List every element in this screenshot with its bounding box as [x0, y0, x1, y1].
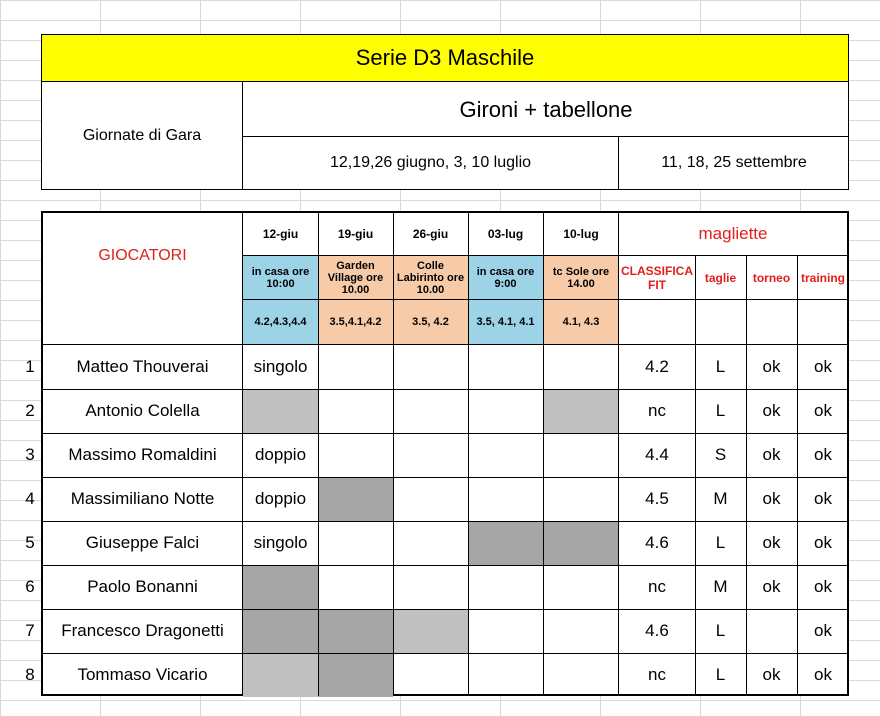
game-cell[interactable] — [468, 345, 543, 389]
levels-cell[interactable]: 4.1, 4.3 — [543, 300, 619, 344]
training-shirt[interactable]: ok — [814, 357, 832, 376]
grid-line — [393, 211, 394, 696]
shirt-size[interactable]: L — [715, 401, 726, 420]
player-name[interactable]: Matteo Thouverai — [76, 357, 209, 376]
venue-cell[interactable]: in casa ore 10:00 — [243, 256, 318, 299]
game-cell[interactable] — [318, 433, 393, 477]
game-cell[interactable] — [393, 389, 468, 433]
bracket-dates[interactable]: 11, 18, 25 settembre — [661, 154, 807, 171]
game-cell[interactable]: doppio — [254, 489, 307, 508]
training-shirt[interactable]: ok — [814, 489, 832, 508]
row-number: 6 — [25, 577, 35, 596]
player-name[interactable]: Tommaso Vicario — [77, 665, 208, 684]
shirt-size[interactable]: M — [713, 577, 728, 596]
shirt-size[interactable]: L — [715, 665, 726, 684]
date-header[interactable]: 19-giu — [337, 227, 374, 241]
levels-cell[interactable]: 3.5, 4.1, 4.1 — [468, 300, 543, 344]
shirt-size[interactable]: L — [715, 533, 726, 552]
torneo-shirt[interactable]: ok — [762, 401, 781, 420]
grid-line — [41, 344, 849, 345]
game-cell[interactable] — [318, 565, 393, 609]
game-cell[interactable] — [393, 609, 468, 653]
game-cell[interactable] — [393, 477, 468, 521]
game-cell[interactable] — [468, 477, 543, 521]
game-cell[interactable] — [318, 521, 393, 565]
venue-cell[interactable]: Colle Labirinto ore 10.00 — [393, 256, 468, 299]
row-number: 5 — [25, 533, 35, 552]
game-cell[interactable] — [468, 521, 543, 565]
grid-line — [41, 565, 849, 566]
game-cell[interactable] — [393, 345, 468, 389]
date-header[interactable]: 26-giu — [412, 227, 449, 241]
grid-line — [242, 255, 849, 256]
grid-line — [41, 609, 849, 610]
grid-line — [746, 255, 747, 696]
torneo-shirt[interactable]: ok — [762, 489, 781, 508]
grid-line — [41, 521, 849, 522]
training-shirt[interactable]: ok — [814, 621, 832, 640]
grid-line — [543, 211, 544, 696]
game-cell[interactable]: singolo — [253, 533, 308, 552]
group-stage-dates[interactable]: 12,19,26 giugno, 3, 10 luglio — [329, 154, 532, 171]
row-number: 3 — [25, 445, 35, 464]
player-name[interactable]: Antonio Colella — [85, 401, 200, 420]
fit-ranking[interactable]: nc — [648, 401, 666, 420]
row-number: 1 — [25, 357, 35, 376]
shirt-subheader[interactable]: taglie — [704, 270, 737, 285]
fit-ranking[interactable]: 4.2 — [645, 357, 669, 376]
row-number: 4 — [25, 489, 35, 508]
levels-cell[interactable]: 3.5, 4.2 — [393, 300, 468, 344]
grid-line — [618, 211, 619, 696]
grid-line — [41, 433, 849, 434]
grid-line — [41, 477, 849, 478]
player-name[interactable]: Paolo Bonanni — [87, 577, 198, 596]
shirts-header[interactable]: magliette — [698, 224, 768, 243]
row-number: 7 — [25, 621, 35, 640]
levels-cell[interactable]: 4.2,4.3,4.4 — [243, 300, 318, 344]
game-cell[interactable] — [543, 521, 619, 565]
fit-ranking[interactable]: 4.6 — [645, 533, 669, 552]
game-cell[interactable] — [393, 653, 468, 697]
game-cell[interactable] — [543, 345, 619, 389]
grid-line — [695, 255, 696, 696]
shirt-size[interactable]: L — [715, 357, 726, 376]
game-cell[interactable] — [393, 433, 468, 477]
shirt-subheader[interactable]: CLASSIFICA FIT — [621, 263, 693, 292]
player-name[interactable]: Massimo Romaldini — [68, 445, 217, 464]
row-number: 8 — [25, 665, 35, 684]
players-header[interactable]: GIOCATORI — [98, 247, 187, 264]
game-cell[interactable] — [468, 433, 543, 477]
game-cell[interactable] — [318, 609, 393, 653]
grid-line — [242, 211, 243, 696]
grid-line — [242, 299, 849, 300]
phase-label[interactable]: Gironi + tabellone — [459, 96, 633, 122]
shirt-size[interactable]: L — [715, 621, 726, 640]
player-name[interactable]: Massimiliano Notte — [70, 489, 215, 508]
game-cell[interactable] — [468, 565, 543, 609]
sheet-title[interactable]: Serie D3 Maschile — [41, 34, 849, 82]
game-cell[interactable] — [543, 653, 619, 697]
game-cell[interactable] — [243, 653, 318, 697]
shirt-subheader[interactable]: training — [801, 270, 845, 285]
torneo-shirt[interactable] — [746, 609, 797, 653]
grid-line — [468, 211, 469, 696]
game-cell[interactable] — [318, 653, 393, 697]
grid-line — [318, 211, 319, 696]
fit-ranking[interactable]: nc — [648, 577, 666, 596]
venue-cell[interactable]: in casa ore 9:00 — [468, 256, 543, 299]
grid-line — [41, 389, 849, 390]
date-header[interactable]: 12-giu — [262, 227, 299, 241]
training-shirt[interactable]: ok — [814, 445, 832, 464]
training-shirt[interactable]: ok — [814, 665, 832, 684]
levels-cell[interactable]: 3.5,4.1,4.2 — [318, 300, 393, 344]
shirt-size[interactable]: M — [713, 489, 728, 508]
shirt-size[interactable]: S — [714, 445, 727, 464]
fit-ranking[interactable]: 4.6 — [645, 621, 669, 640]
torneo-shirt[interactable]: ok — [762, 533, 781, 552]
training-shirt[interactable]: ok — [814, 577, 832, 596]
shirt-subheader[interactable]: torneo — [752, 270, 791, 285]
game-cell[interactable] — [243, 565, 318, 609]
game-cell[interactable] — [543, 477, 619, 521]
game-cell[interactable] — [318, 345, 393, 389]
game-cell[interactable] — [243, 389, 318, 433]
fit-ranking[interactable]: nc — [648, 665, 666, 684]
torneo-shirt[interactable]: ok — [762, 577, 781, 596]
date-header[interactable]: 10-lug — [563, 227, 599, 241]
training-shirt[interactable]: ok — [814, 401, 832, 420]
game-cell[interactable] — [543, 433, 619, 477]
torneo-shirt[interactable]: ok — [762, 357, 781, 376]
grid-line — [797, 255, 798, 696]
game-cell[interactable] — [468, 389, 543, 433]
game-cell[interactable] — [393, 565, 468, 609]
torneo-shirt[interactable]: ok — [762, 445, 781, 464]
venue-cell[interactable]: Garden Village ore 10.00 — [318, 256, 393, 299]
training-shirt[interactable]: ok — [814, 533, 832, 552]
player-name[interactable]: Giuseppe Falci — [85, 533, 200, 552]
game-cell[interactable] — [318, 477, 393, 521]
fit-ranking[interactable]: 4.5 — [645, 489, 669, 508]
game-cell[interactable] — [543, 565, 619, 609]
row-number: 2 — [25, 401, 35, 420]
player-name[interactable]: Francesco Dragonetti — [61, 621, 224, 640]
game-cell[interactable]: doppio — [254, 445, 307, 464]
grid-line — [41, 653, 849, 654]
match-days-label[interactable]: Giornate di Gara — [82, 127, 202, 144]
game-cell[interactable] — [393, 521, 468, 565]
game-cell[interactable] — [543, 389, 619, 433]
torneo-shirt[interactable]: ok — [762, 665, 781, 684]
game-cell[interactable]: singolo — [253, 357, 308, 376]
fit-ranking[interactable]: 4.4 — [645, 445, 669, 464]
game-cell[interactable] — [543, 609, 619, 653]
game-cell[interactable] — [243, 609, 318, 653]
date-header[interactable]: 03-lug — [487, 227, 524, 241]
venue-cell[interactable]: tc Sole ore 14.00 — [543, 256, 619, 299]
game-cell[interactable] — [468, 653, 543, 697]
game-cell[interactable] — [318, 389, 393, 433]
game-cell[interactable] — [468, 609, 543, 653]
